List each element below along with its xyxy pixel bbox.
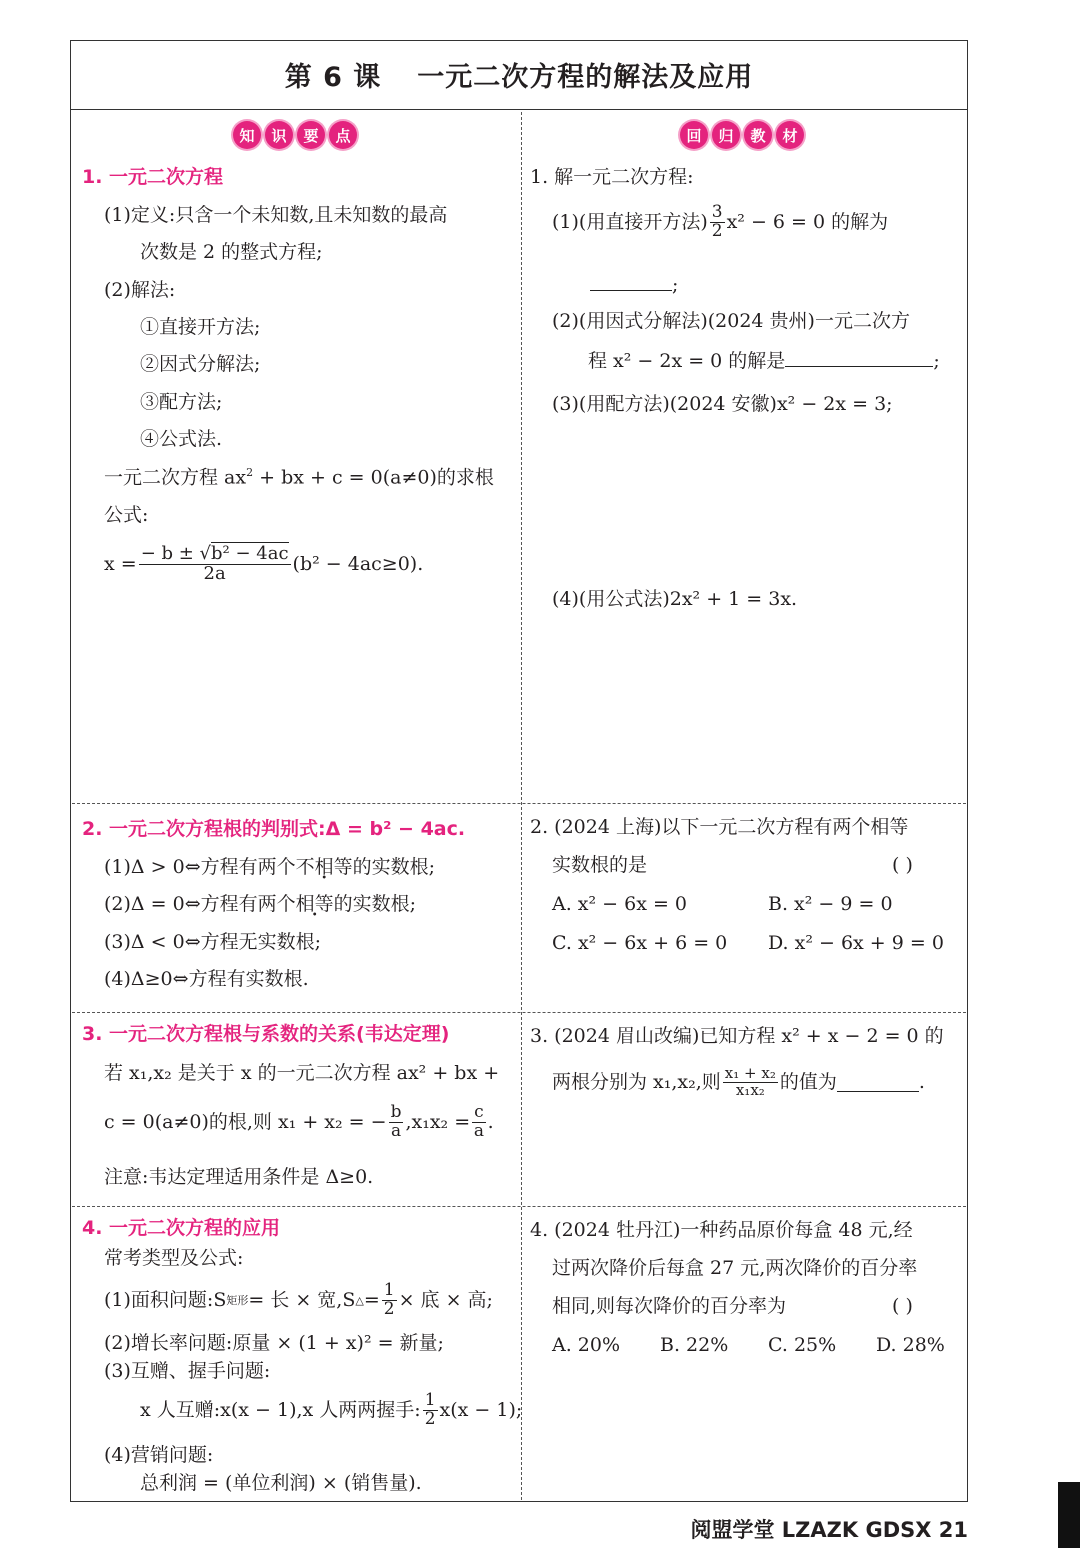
handshake-formula — [140, 1392, 522, 1429]
definition-line-2: 次数是 2 的整式方程; — [140, 241, 323, 263]
q1-p1-answer — [590, 272, 678, 297]
section-3-heading: 3. 一元二次方程根与系数的关系(韦达定理) — [82, 1023, 450, 1045]
area-b: = 长 × 宽,S — [248, 1288, 356, 1311]
formula-intro-a: 一元二次方程 ax — [104, 466, 247, 489]
q3-roots: 两根分别为 x₁,x₂,则 — [552, 1070, 721, 1093]
q3-end: . — [918, 1070, 925, 1093]
application-intro: 常考类型及公式: — [104, 1247, 244, 1269]
header-char: 归 — [712, 121, 740, 149]
q1-p1-method: (1)(用直接开方法) — [552, 210, 708, 233]
formula-fraction — [139, 545, 291, 584]
answer-paren[interactable]: ( ) — [892, 1295, 913, 1317]
textbook-review-header — [680, 121, 804, 149]
vieta-line-1: 若 x₁,x₂ 是关于 x 的一元二次方程 ax² + bx + — [104, 1062, 500, 1084]
vieta-line-2 — [104, 1104, 494, 1141]
answer-blank[interactable] — [590, 272, 672, 291]
row-divider-1 — [72, 803, 966, 804]
header-char: 教 — [744, 121, 772, 149]
q1-p1-equation: x² − 6 = 0 的解为 — [726, 210, 889, 233]
method-4: ④公式法. — [140, 428, 223, 450]
formula-intro: 一元二次方程 $ax^2$ + bx + c = 0(a≠0)的求根 — [104, 466, 494, 489]
page-edge-marker — [1058, 1482, 1080, 1548]
q1-p1-numerator: 3 — [711, 202, 723, 222]
question-1-part-3: (3)(用配方法)(2024 安徽)x² − 2x = 3; — [552, 393, 893, 415]
question-1-part-2-line-2 — [588, 348, 940, 373]
formula-numerator — [139, 545, 291, 565]
answer-paren[interactable]: ( ) — [892, 854, 913, 876]
case-2-b: 的实数根; — [333, 893, 417, 915]
option-a[interactable]: A. x² − 6x = 0 — [552, 893, 688, 915]
marketing-problem: (4)营销问题: — [104, 1444, 214, 1466]
q3-frac-den: x₁x₂ — [735, 1080, 765, 1099]
question-1-part-4: (4)(用公式法)2x² + 1 = 3x. — [552, 588, 798, 610]
question-1-stem: 1. 解一元二次方程: — [530, 166, 694, 188]
formula-intro-2: 公式: — [104, 504, 149, 526]
option-b[interactable]: B. x² − 9 = 0 — [768, 893, 893, 915]
option-b[interactable]: B. 22% — [660, 1334, 729, 1356]
formula-numerator-a: − b ± √ — [140, 543, 212, 564]
discriminant-case-2 — [104, 893, 416, 916]
option-c[interactable]: C. x² − 6x + 6 = 0 — [552, 932, 728, 954]
option-d[interactable]: D. x² − 6x + 9 = 0 — [768, 932, 944, 954]
profit-formula: 总利润 = (单位利润) × (销售量). — [140, 1472, 422, 1494]
question-1-part-2-line-1: (2)(用因式分解法)(2024 贵州)一元二次方 — [552, 310, 910, 332]
q1-p1-end: ; — [672, 274, 679, 296]
question-2-stem-2: 实数根的是 — [552, 854, 648, 876]
header-char: 识 — [265, 121, 293, 149]
section-2-heading: 2. 一元二次方程根的判别式:Δ = b² − 4ac. — [82, 818, 466, 840]
section-1-heading: 1. 一元二次方程 — [82, 166, 224, 188]
vieta-f2-num: c — [474, 1102, 484, 1122]
header-char: 要 — [297, 121, 325, 149]
area-sub-rect: 矩形 — [226, 1293, 249, 1307]
vieta-end: . — [487, 1110, 494, 1133]
method-3: ③配方法; — [140, 391, 223, 413]
page-title — [70, 40, 968, 110]
vieta-fraction-2 — [472, 1104, 486, 1141]
row-divider-3 — [72, 1206, 966, 1207]
vieta-note: 注意:韦达定理适用条件是 Δ≥0. — [104, 1166, 374, 1188]
q3-fraction — [723, 1066, 778, 1099]
area-c: = — [363, 1288, 380, 1311]
vieta-f2-den: a — [473, 1120, 484, 1141]
case-1-a: (1)Δ > 0⇔方程有两个 — [104, 856, 296, 878]
option-c[interactable]: C. 25% — [768, 1334, 837, 1356]
emphasis-unequal: 不相等 — [295, 856, 353, 878]
formula-radicand: b² − 4ac — [211, 543, 289, 564]
method-1: ①直接开方法; — [140, 316, 261, 338]
question-1-part-1 — [552, 204, 888, 241]
vieta-sum: c = 0(a≠0)的根,则 x₁ + x₂ = − — [104, 1110, 387, 1133]
q3-frac-num: x₁ + x₂ — [724, 1064, 776, 1082]
formula-intro-b: + bx + c = 0(a≠0)的求根 — [253, 466, 494, 489]
formula-prefix: x = — [104, 552, 137, 575]
handshake-frac-num: 1 — [424, 1390, 436, 1410]
header-char: 材 — [776, 121, 804, 149]
lesson-topic: 一元二次方程的解法及应用 — [417, 62, 754, 93]
header-char: 点 — [329, 121, 357, 149]
answer-blank[interactable] — [837, 1073, 919, 1092]
handshake-frac-den: 2 — [424, 1408, 436, 1429]
area-d: × 底 × 高; — [398, 1288, 493, 1311]
header-char: 知 — [233, 121, 261, 149]
area-frac-den: 2 — [383, 1298, 395, 1319]
formula-denominator: 2a — [203, 562, 226, 584]
question-3-stem-1: 3. (2024 眉山改编)已知方程 x² + x − 2 = 0 的 — [530, 1025, 944, 1047]
vieta-f1-num: b — [390, 1102, 402, 1122]
handshake-problem: (3)互赠、握手问题: — [104, 1360, 271, 1382]
question-4-stem-2: 过两次降价后每盒 27 元,两次降价的百分率 — [552, 1257, 918, 1279]
formula-condition: (b² − 4ac≥0). — [292, 552, 424, 575]
question-2-stem-1: 2. (2024 上海)以下一元二次方程有两个相等 — [530, 816, 909, 838]
vieta-product: ,x₁x₂ = — [405, 1110, 471, 1133]
discriminant-case-4: (4)Δ≥0⇔方程有实数根. — [104, 968, 309, 990]
q1-p1-fraction — [710, 204, 725, 241]
definition-line-1: (1)定义:只含一个未知数,且未知数的最高 — [104, 204, 448, 226]
handshake-a: x 人互赠:x(x − 1),x 人两两握手: — [140, 1398, 421, 1421]
question-3-stem-2 — [552, 1066, 925, 1099]
q1-p1-denominator: 2 — [711, 220, 723, 241]
vieta-fraction-1 — [389, 1104, 404, 1141]
option-a[interactable]: A. 20% — [552, 1334, 621, 1356]
case-1-b: 的实数根; — [352, 856, 436, 878]
column-divider — [521, 112, 522, 1500]
q1-p2-equation: 程 x² − 2x = 0 的解是 — [588, 350, 786, 372]
area-problem — [104, 1282, 493, 1319]
header-char: 回 — [680, 121, 708, 149]
handshake-fraction — [423, 1392, 438, 1429]
lesson-number: 第 6 课 — [284, 62, 382, 93]
area-a: (1)面积问题:S — [104, 1288, 227, 1311]
case-2-a: (2)Δ = 0⇔方程有两个 — [104, 893, 296, 915]
method-2: ②因式分解法; — [140, 353, 261, 375]
option-d[interactable]: D. 28% — [876, 1334, 945, 1356]
section-4-heading: 4. 一元二次方程的应用 — [82, 1217, 281, 1239]
growth-rate-problem: (2)增长率问题:原量 × (1 + x)² = 新量; — [104, 1332, 444, 1354]
q1-p2-end: ; — [933, 350, 940, 372]
discriminant-case-1 — [104, 856, 435, 879]
q3-value: 的值为 — [779, 1070, 837, 1093]
area-fraction — [382, 1282, 397, 1319]
page-footer: 阅盟学堂 LZAZK GDSX 21 — [690, 1518, 968, 1542]
vieta-f1-den: a — [390, 1120, 402, 1141]
handshake-b: x(x − 1); — [439, 1398, 523, 1421]
area-sub-tri: △ — [355, 1293, 364, 1307]
knowledge-points-header — [233, 121, 357, 149]
area-frac-num: 1 — [383, 1280, 395, 1300]
discriminant-case-3: (3)Δ < 0⇔方程无实数根; — [104, 931, 322, 953]
emphasis-equal: 相等 — [295, 893, 334, 915]
quadratic-formula — [104, 545, 423, 584]
question-4-stem-3: 相同,则每次降价的百分率为 — [552, 1295, 787, 1317]
question-4-stem-1: 4. (2024 牡丹江)一种药品原价每盒 48 元,经 — [530, 1219, 913, 1241]
row-divider-2 — [72, 1012, 966, 1013]
answer-blank[interactable] — [785, 348, 933, 367]
methods-label: (2)解法: — [104, 279, 176, 301]
